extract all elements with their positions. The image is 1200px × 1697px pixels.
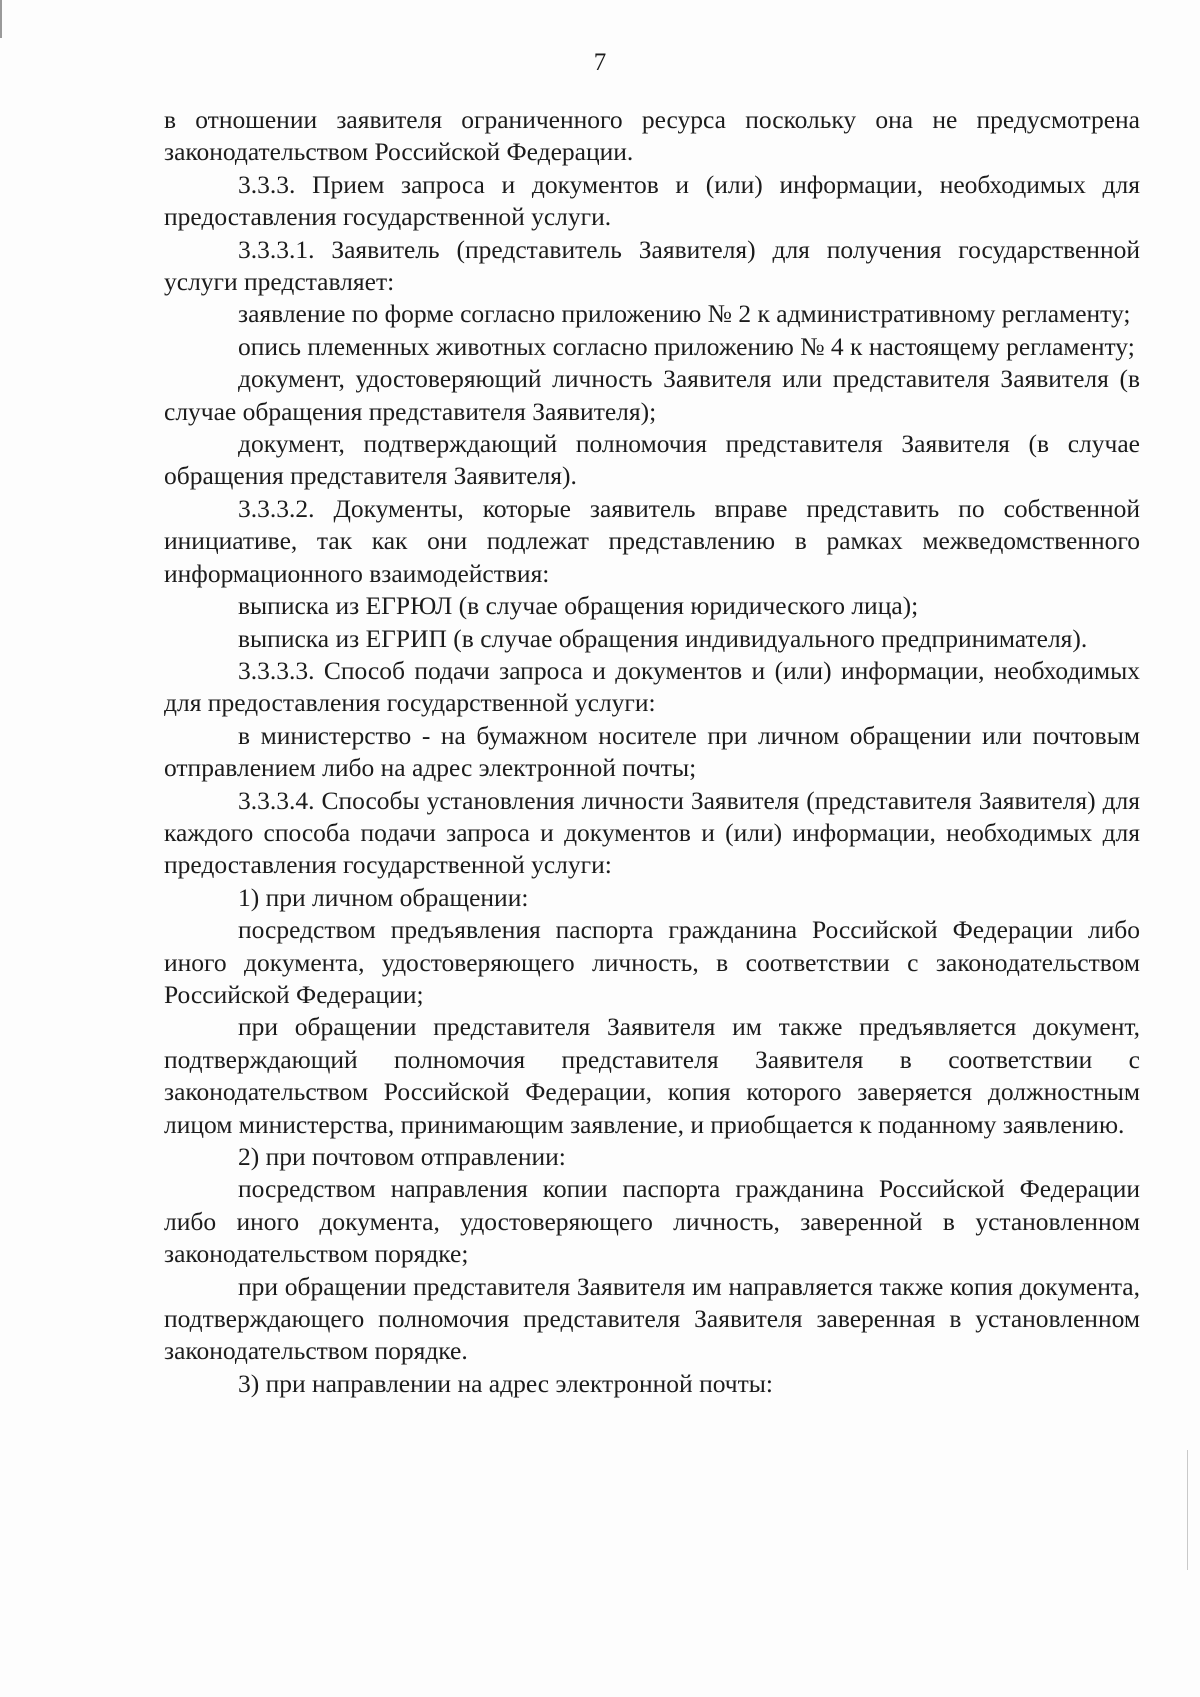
paragraph: посредством предъявления паспорта гражданина Российской Федерации либо иного документа, удостоверяющего личность, в соответствии с законодательством Российской Федерации; bbox=[164, 915, 1140, 1009]
paragraph: выписка из ЕГРЮЛ (в случае обращения юридического лица); bbox=[238, 591, 919, 621]
paragraph: 2) при почтовом отправлении: bbox=[238, 1142, 566, 1171]
paragraph: при обращении представителя Заявителя им направляется также копия документа, подтверждающего полномочия представителя Заявителя заверенная в установленном законодательством порядке. bbox=[164, 1271, 1140, 1366]
paragraph: 3.3.3.1. Заявитель (представитель Заявителя) для получения государственной услуги представляет: bbox=[164, 234, 1140, 297]
paragraph: 1) при личном обращении: bbox=[238, 882, 529, 912]
paragraph: 3.3.3.3. Способ подачи запроса и документов и (или) информации, необходимых для предоставления государственной услуги: bbox=[164, 655, 1140, 718]
scan-edge-mark bbox=[0, 0, 2, 38]
paragraph: посредством направления копии паспорта гражданина Российской Федерации либо иного документа, удостоверяющего личность, заверенной в установленном законодательством порядке; bbox=[164, 1174, 1140, 1269]
paragraph: в министерство - на бумажном носителе при личном обращении или почтовым отправлением либо на адрес электронной почты; bbox=[164, 720, 1140, 783]
paragraph: в отношении заявителя ограниченного ресурса поскольку она не предусмотрена законодательством Российской Федерации. bbox=[164, 105, 1140, 167]
paragraph: 3.3.3.2. Документы, которые заявитель вправе представить по собственной инициативе, так как они подлежат представлению в рамках межведомственного информационного взаимодействия: bbox=[164, 493, 1140, 588]
paragraph: опись племенных животных согласно приложению № 4 к настоящему регламенту; bbox=[238, 331, 1135, 361]
paragraph: при обращении представителя Заявителя им также предъявляется документ, подтверждающий полномочия представителя Заявителя в соответствии с законодательством Российской Федерации, копия которого заверяется должностным лицом министерства, принимающим заявление, и приобщается к поданному заявлению. bbox=[164, 1012, 1140, 1139]
paragraph: документ, удостоверяющий личность Заявителя или представителя Заявителя (в случае обращения представителя Заявителя); bbox=[164, 364, 1140, 426]
scan-edge-mark bbox=[1187, 1450, 1188, 1570]
paragraph: документ, подтверждающий полномочия представителя Заявителя (в случае обращения представителя Заявителя). bbox=[164, 429, 1140, 491]
paragraph: выписка из ЕГРИП (в случае обращения индивидуального предпринимателя). bbox=[238, 623, 1088, 653]
page-number: 7 bbox=[593, 49, 607, 76]
document-body bbox=[164, 104, 1140, 1400]
paragraph: 3.3.3. Прием запроса и документов и (или) информации, необходимых для предоставления государственной услуги. bbox=[164, 169, 1140, 232]
paragraph: 3.3.3.4. Способы установления личности Заявителя (представителя Заявителя) для каждого способа подачи запроса и документов и (или) информации, необходимых для предоставления государственной услуги: bbox=[164, 785, 1140, 880]
paragraph: заявление по форме согласно приложению № 2 к административному регламенту; bbox=[238, 299, 1131, 329]
paragraph: 3) при направлении на адрес электронной почты: bbox=[238, 1368, 773, 1398]
